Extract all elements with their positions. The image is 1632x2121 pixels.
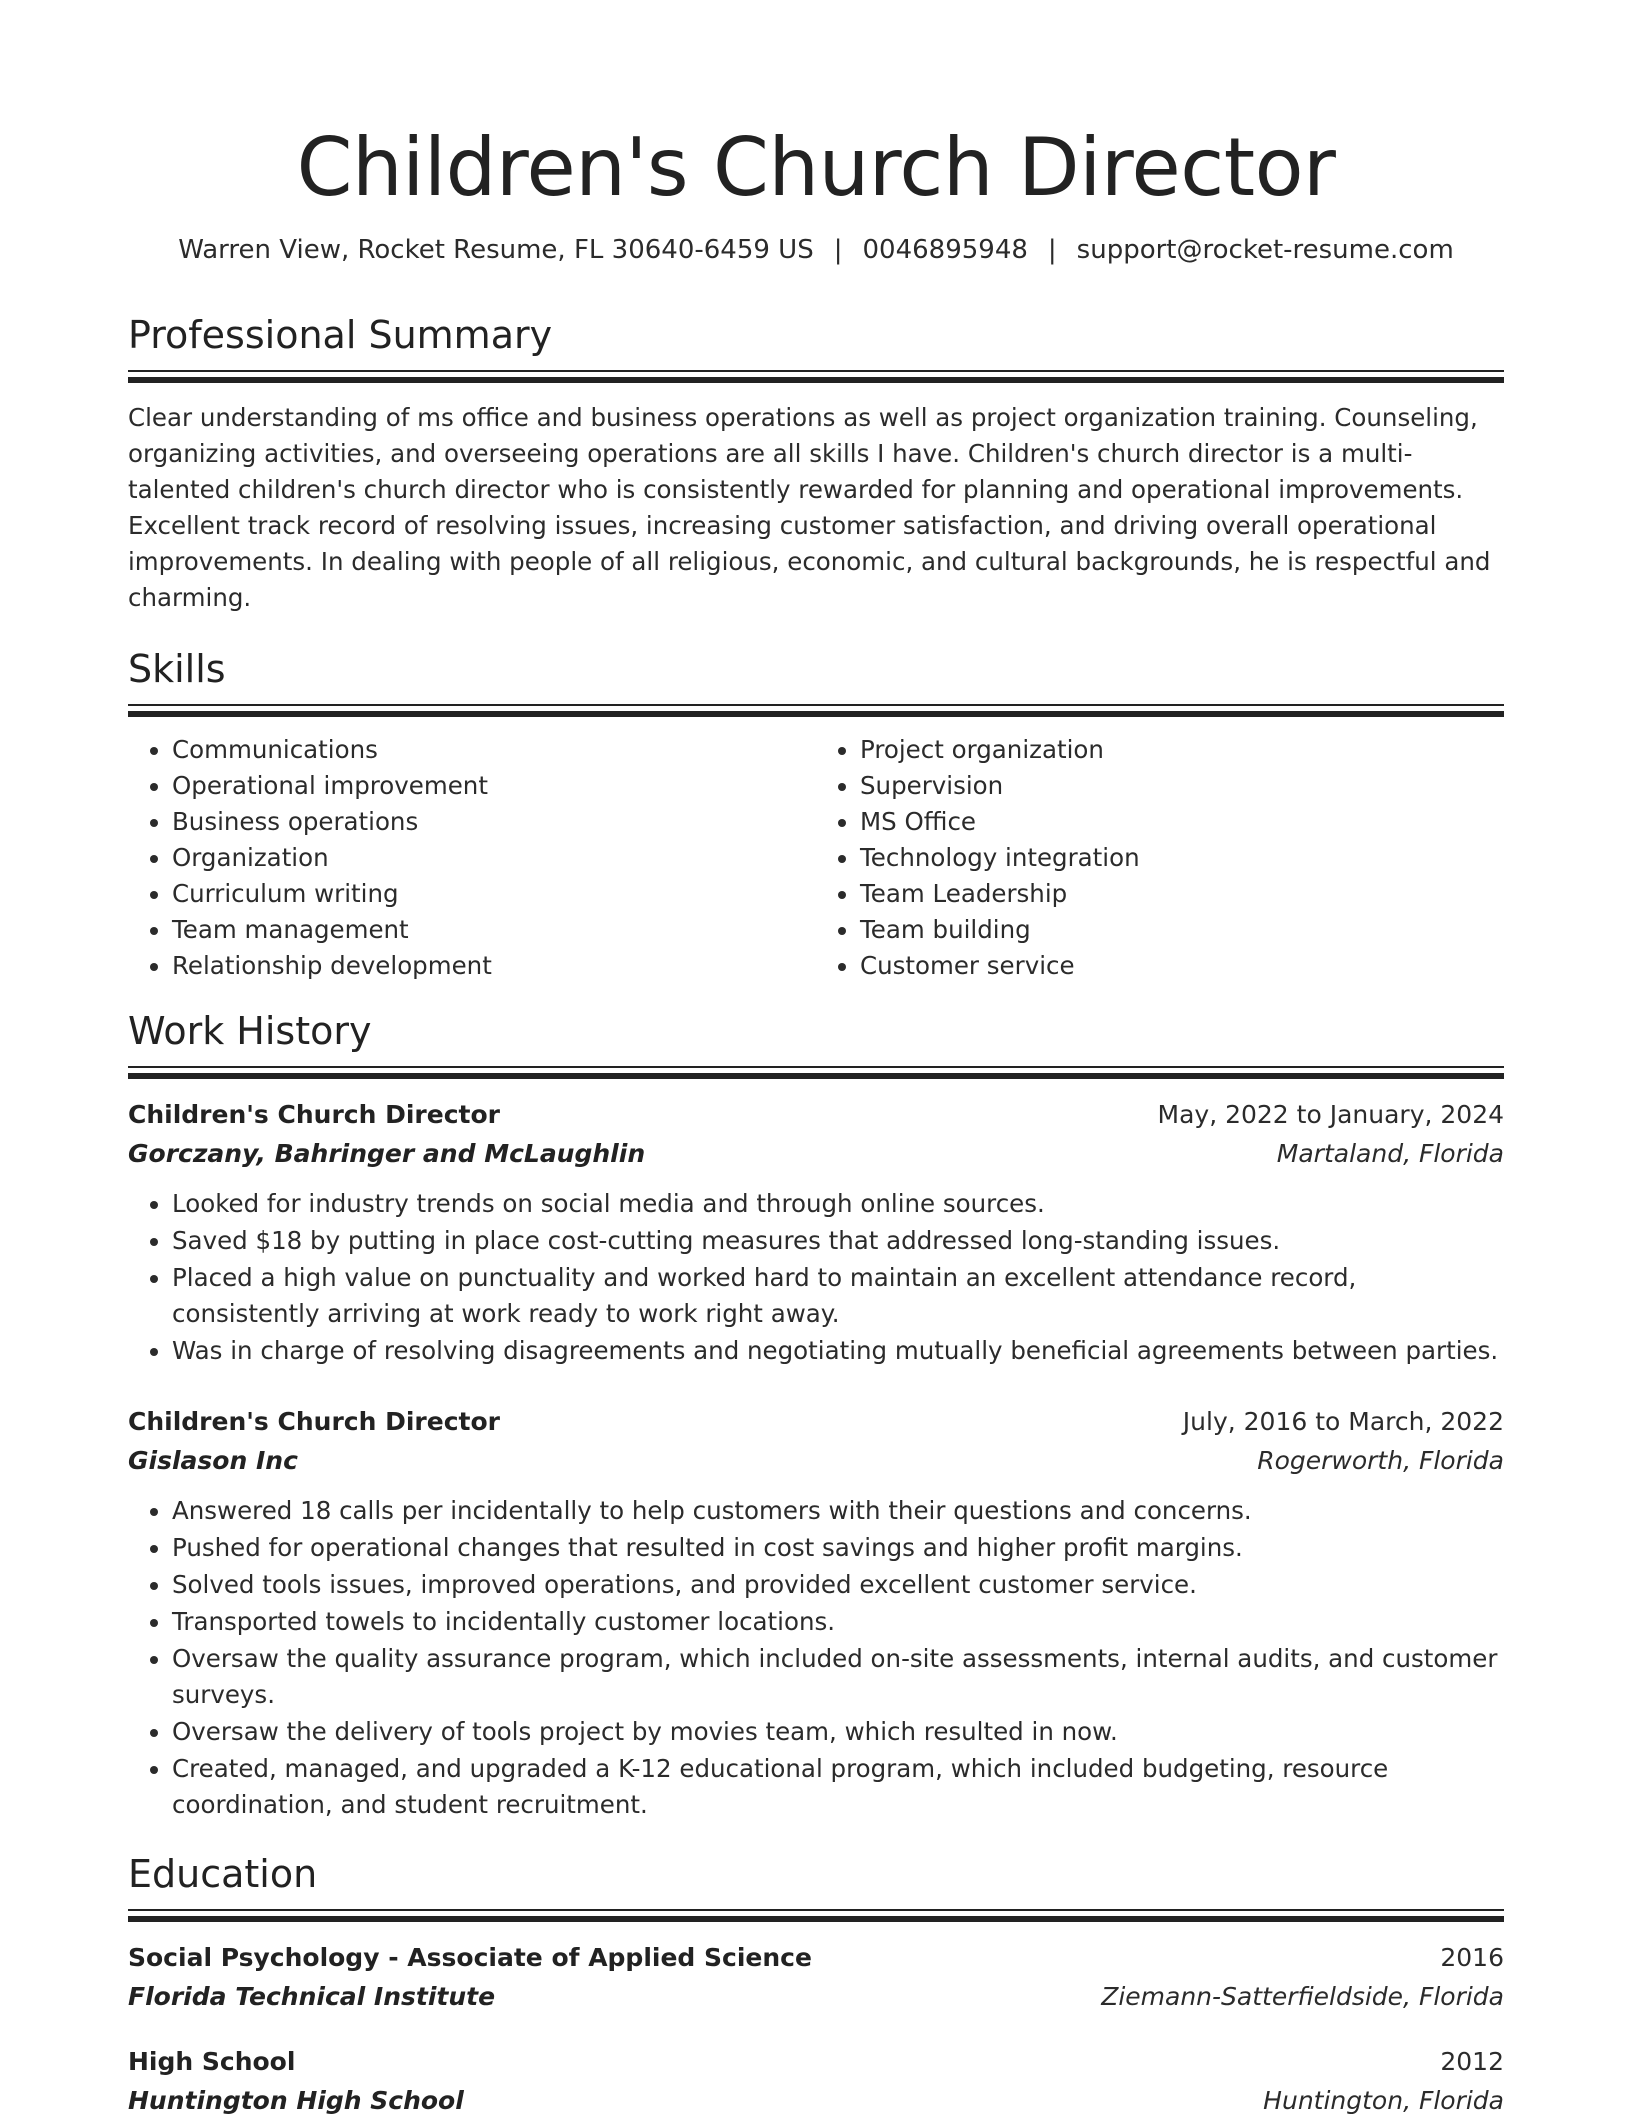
contact-email: support@rocket-resume.com: [1076, 235, 1454, 265]
job-bullets: [128, 1493, 1504, 1823]
skill-item: • Relationship development: [172, 948, 816, 984]
section-divider: [128, 1909, 1504, 1921]
summary-text: Clear understanding of ms office and business operations as well as project organization training. Counseling, organizing activities, and overseeing operations are all skills I have. Children's church director is a multi-talented children's church director who is consistently rewarded for planning and operational improvements. Excellent track record of resolving issues, increasing customer satisfaction, and driving overall operational improvements. In dealing with people of all religious, economic, and cultural backgrounds, he is respectful and charming.: [128, 403, 1491, 612]
work-history-section: [128, 1008, 1504, 1823]
job-dates: July, 2016 to March, 2022: [1182, 1407, 1504, 1436]
contact-separator: |: [1047, 235, 1057, 265]
skill-item: • Technology integration: [860, 840, 1504, 876]
section-divider: [128, 1066, 1504, 1078]
job-bullet: • Transported towels to incidentally customer locations.: [172, 1604, 1504, 1640]
skill-item: • MS Office: [860, 804, 1504, 840]
job-bullet: • Oversaw the quality assurance program, which included on-site assessments, internal audits, and customer surveys.: [172, 1641, 1504, 1713]
education-degree: Social Psychology - Associate of Applied Science: [128, 1943, 812, 1972]
education-year: 2012: [1440, 2047, 1504, 2076]
education-school: Florida Technical Institute: [128, 1982, 496, 2011]
job-company-row: [128, 1134, 1504, 1174]
education-school-row: [128, 1977, 1504, 2017]
job-bullet: • Placed a high value on punctuality and worked hard to maintain an excellent attendance record, consistently arriving at work ready to work right away.: [172, 1260, 1504, 1332]
skill-item: • Curriculum writing: [172, 876, 816, 912]
skills-columns: [128, 732, 1504, 984]
job-entry: [128, 1096, 1504, 1369]
skills-list-left: [128, 732, 816, 984]
education-school-row: [128, 2081, 1504, 2121]
job-title: Children's Church Director: [128, 1407, 500, 1436]
job-bullet: • Saved $18 by putting in place cost-cutting measures that addressed long-standing issues.: [172, 1223, 1504, 1259]
skill-item: • Organization: [172, 840, 816, 876]
skill-item: • Supervision: [860, 768, 1504, 804]
job-bullets: [128, 1186, 1504, 1369]
job-dates: May, 2022 to January, 2024: [1157, 1100, 1504, 1129]
job-bullet: • Oversaw the delivery of tools project by movies team, which resulted in now.: [172, 1714, 1504, 1750]
job-header-row: [128, 1096, 1504, 1134]
skill-item: • Operational improvement: [172, 768, 816, 804]
skill-item: • Team Leadership: [860, 876, 1504, 912]
summary-section: [128, 312, 1504, 616]
skill-item: • Team building: [860, 912, 1504, 948]
skill-item: • Project organization: [860, 732, 1504, 768]
education-degree: High School: [128, 2047, 296, 2076]
job-title: Children's Church Director: [128, 1100, 500, 1129]
section-heading-skills: Skills: [128, 647, 226, 691]
job-company-row: [128, 1441, 1504, 1481]
education-header-row: [128, 2043, 1504, 2081]
job-bullet: • Pushed for operational changes that resulted in cost savings and higher profit margins.: [172, 1530, 1504, 1566]
job-bullet: • Was in charge of resolving disagreements and negotiating mutually beneficial agreements between parties.: [172, 1333, 1504, 1369]
skills-list-right: [816, 732, 1504, 984]
education-header-row: [128, 1939, 1504, 1977]
skill-item: • Business operations: [172, 804, 816, 840]
section-divider: [128, 704, 1504, 716]
education-entry: [128, 2043, 1504, 2121]
contact-separator: |: [833, 235, 843, 265]
contact-line: [128, 232, 1504, 268]
section-heading-work: Work History: [128, 1009, 372, 1053]
section-heading-summary: Professional Summary: [128, 313, 553, 357]
job-bullet: • Looked for industry trends on social media and through online sources.: [172, 1186, 1504, 1222]
education-location: Huntington, Florida: [1263, 2086, 1504, 2115]
skill-item: • Communications: [172, 732, 816, 768]
job-bullet: • Solved tools issues, improved operations, and provided excellent customer service.: [172, 1567, 1504, 1603]
education-entry: [128, 1939, 1504, 2017]
job-location: Martaland, Florida: [1276, 1139, 1504, 1168]
skills-section: [128, 646, 1504, 984]
contact-phone: 0046895948: [862, 235, 1028, 265]
job-bullet: • Created, managed, and upgraded a K-12 educational program, which included budgeting, resource coordination, and student recruitment.: [172, 1751, 1504, 1823]
skill-item: • Customer service: [860, 948, 1504, 984]
section-divider: [128, 370, 1504, 382]
section-heading-education: Education: [128, 1852, 318, 1896]
resume-name: Children's Church Director: [296, 121, 1336, 214]
education-year: 2016: [1440, 1943, 1504, 1972]
job-bullet: • Answered 18 calls per incidentally to help customers with their questions and concerns.: [172, 1493, 1504, 1529]
job-entry: [128, 1403, 1504, 1823]
contact-address: Warren View, Rocket Resume, FL 30640-6459 US: [178, 235, 814, 265]
education-location: Ziemann-Satterfieldside, Florida: [1101, 1982, 1504, 2011]
job-header-row: [128, 1403, 1504, 1441]
skill-item: • Team management: [172, 912, 816, 948]
job-location: Rogerworth, Florida: [1257, 1446, 1504, 1475]
education-section: [128, 1851, 1504, 2121]
education-school: Huntington High School: [128, 2086, 464, 2115]
job-company: Gorczany, Bahringer and McLaughlin: [128, 1139, 646, 1168]
job-company: Gislason Inc: [128, 1446, 298, 1475]
